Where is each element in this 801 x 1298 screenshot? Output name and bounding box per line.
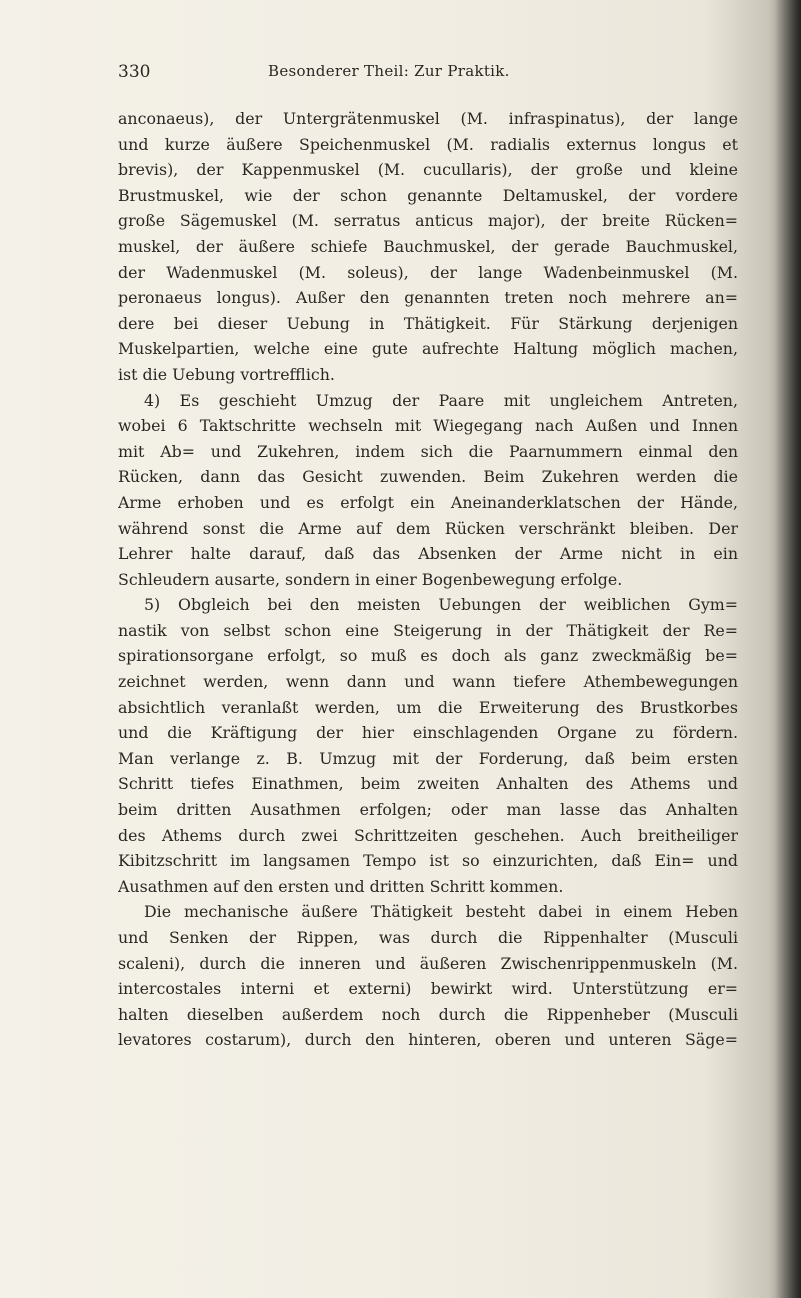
running-head: Besonderer Theil: Zur Praktik. [268, 62, 510, 80]
text-line: Brustmuskel, wie der schon genannte Deltamuskel, der vordere [118, 185, 738, 205]
text-line: spirationsorgane erfolgt, so muß es doch als ganz zweckmäßig be= [118, 646, 738, 666]
text-line: scaleni), durch die inneren und äußeren Zwischenrippenmuskeln (M. [118, 953, 738, 973]
text-line: nastik von selbst schon eine Steigerung in der Thätigkeit der Re= [118, 620, 738, 640]
text-line: Man verlange z. B. Umzug mit der Forderung, daß beim ersten [118, 748, 738, 768]
text-line: wobei 6 Taktschritte wechseln mit Wiegegang nach Außen und Innen [118, 416, 738, 436]
text-line: der Wadenmuskel (M. soleus), der lange Wadenbeinmuskel (M. [118, 262, 738, 282]
text-line: ist die Uebung vortrefflich. [118, 364, 335, 384]
text-line: große Sägemuskel (M. serratus anticus major), der breite Rücken= [118, 211, 738, 231]
text-line: muskel, der äußere schiefe Bauchmuskel, der gerade Bauchmuskel, [118, 236, 738, 256]
page-number: 330 [118, 62, 151, 82]
text-line: mit Ab= und Zukehren, indem sich die Paarnummern einmal den [118, 441, 738, 461]
text-line: dere bei dieser Uebung in Thätigkeit. Für Stärkung derjenigen [118, 313, 738, 333]
text-line: Kibitzschritt im langsamen Tempo ist so einzurichten, daß Ein= und [118, 851, 738, 871]
text-line: Die mechanische äußere Thätigkeit besteht dabei in einem Heben [144, 902, 738, 922]
text-line: halten dieselben außerdem noch durch die Rippenheber (Musculi [118, 1004, 738, 1024]
text-line: des Athems durch zwei Schrittzeiten geschehen. Auch breitheiliger [118, 825, 738, 845]
text-line: Schleudern ausarte, sondern in einer Bogenbewegung erfolge. [118, 569, 623, 589]
text-line: und die Kräftigung der hier einschlagenden Organe zu fördern. [118, 723, 738, 743]
text-line: und Senken der Rippen, was durch die Rippenhalter (Musculi [118, 928, 738, 947]
text-line: beim dritten Ausathmen erfolgen; oder man lasse das Anhalten [118, 800, 738, 820]
text-line: Muskelpartien, welche eine gute aufrechte Haltung möglich machen, [118, 339, 738, 359]
text-line: Rücken, dann das Gesicht zuwenden. Beim Zukehren werden die [118, 467, 738, 487]
text-line: brevis), der Kappenmuskel (M. cucullaris), der große und kleine [118, 160, 738, 180]
text-line: Arme erhoben und es erfolgt ein Aneinanderklatschen der Hände, [118, 492, 738, 512]
text-line: levatores costarum), durch den hinteren, oberen und unteren Säge= [118, 1030, 738, 1050]
body-text [118, 106, 738, 1053]
page-header [118, 62, 738, 84]
text-line: absichtlich veranlaßt werden, um die Erweiterung des Brustkorbes [118, 697, 738, 717]
text-line: intercostales interni et externi) bewirkt wird. Unterstützung er= [118, 979, 738, 999]
text-line: anconaeus), der Untergrätenmuskel (M. infraspinatus), der lange [118, 109, 738, 128]
text-line: zeichnet werden, wenn dann und wann tiefere Athembewegungen [118, 672, 738, 692]
text-line: 5) Obgleich bei den meisten Uebungen der weiblichen Gym= [144, 595, 738, 615]
text-line: Ausathmen auf den ersten und dritten Schritt kommen. [118, 876, 564, 896]
text-line: 4) Es geschieht Umzug der Paare mit ungleichem Antreten, [144, 390, 738, 410]
text-line: während sonst die Arme auf dem Rücken verschränkt bleiben. Der [118, 518, 738, 538]
text-line: peronaeus longus). Außer den genannten treten noch mehrere an= [118, 288, 738, 308]
page-edge-shadow [775, 0, 801, 1298]
text-line: Schritt tiefes Einathmen, beim zweiten Anhalten des Athems und [118, 774, 738, 794]
text-line: und kurze äußere Speichenmuskel (M. radialis externus longus et [118, 134, 738, 154]
text-line: Lehrer halte darauf, daß das Absenken der Arme nicht in ein [118, 544, 738, 564]
